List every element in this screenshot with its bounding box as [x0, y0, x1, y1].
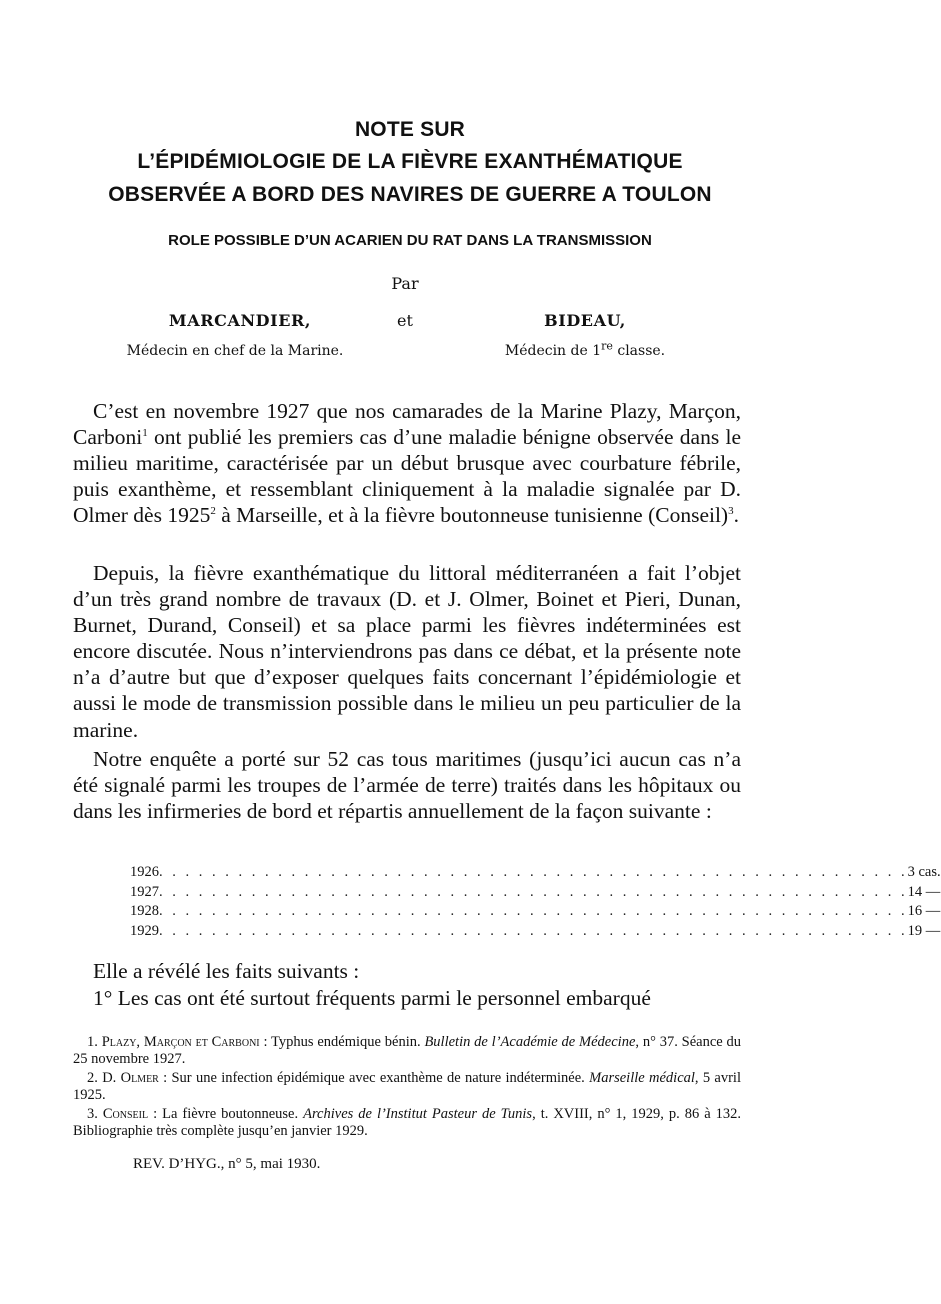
year-cell: 1927: [130, 883, 159, 900]
year-cell: 1926: [130, 864, 159, 880]
footnote-ref-3: 3: [728, 505, 734, 518]
footnote-2: 2. D. Olmer : Sur une infection épidémique avec exanthème de nature indéterminée. Marseille médical, 5 avril 1925.: [73, 1069, 741, 1104]
paragraph-3: Notre enquête a porté sur 52 cas tous maritimes (jusqu’ici aucun cas n’a été signalé parmi les troupes de l’armée de terre) traités dans les hôpitaux ou dans les infirmeries de bord et répartis annuellement de la façon suivante :: [73, 747, 741, 824]
footnote-ref-2: 2: [210, 505, 216, 518]
table-row: [130, 922, 941, 943]
footnote-ref-1: 1: [142, 426, 148, 439]
footnote-1: 1. Plazy, Marçon et Carboni : Typhus endémique bénin. Bulletin de l’Académie de Médecine, n° 37. Séance du 25 novembre 1927.: [73, 1034, 742, 1068]
title-line-2: L’ÉPIDÉMIOLOGIE DE LA FIÈVRE EXANTHÉMATIQUE: [137, 150, 683, 173]
count-cell: 14 —: [907, 883, 941, 900]
leader-dots: . . . . . . . . . . . . . . . . . . . . . . . . . . . . . . . . . . . . . . . . . . . . . . . . . . . . . . . . .: [159, 883, 908, 900]
cases-by-year-table: [130, 864, 941, 942]
leader-dots: . . . . . . . . . . . . . . . . . . . . . . . . . . . . . . . . . . . . . . . . . . . . . . . . . . . . . . . . .: [159, 903, 908, 919]
journal-citation: REV. D’HYG., n° 5, mai 1930.: [133, 1156, 321, 1172]
title-line-3: OBSERVÉE A BORD DES NAVIRES DE GUERRE A TOULON: [108, 183, 712, 206]
title-line-1: NOTE SUR: [354, 118, 466, 141]
author-2-name: BIDEAU,: [544, 311, 626, 330]
paragraph-1: C’est en novembre 1927 que nos camarades de la Marine Plazy, Marçon, Carboni$^1$ ont publié les premiers cas d’une maladie bénigne observée dans le milieu maritime, caractérisée par un début brusque avec courbature fébrile, puis exanthème, et ressemblant cliniquement à la maladie signalée par D. Olmer dès 1925$^2$ à Marseille, et à la fièvre boutonneuse tunisienne (Conseil)$^3$.: [73, 399, 741, 528]
count-cell: 19 —: [907, 922, 941, 939]
subtitle: ROLE POSSIBLE D’UN ACARIEN DU RAT DANS LA TRANSMISSION: [168, 232, 652, 249]
table-row: [130, 883, 941, 904]
paragraph-2: Depuis, la fièvre exanthématique du littoral méditerranéen a fait l’objet d’un très grand nombre de travaux (D. et J. Olmer, Boinet et Pieri, Dunan, Burnet, Durand, Conseil) et sa place parmi les fièvres indéterminées est encore discutée. Nous n’interviendrons pas dans ce débat, et la présente note n’a d’autre but que d’exposer quelques faits concernant l’épidémiologie et aussi le mode de transmission possible dans le milieu un peu particulier de la marine.: [73, 561, 741, 742]
paragraph-4: Elle a révélé les faits suivants :: [93, 959, 360, 983]
author-1-title: Médecin en chef de la Marine.: [126, 343, 344, 359]
leader-dots: . . . . . . . . . . . . . . . . . . . . . . . . . . . . . . . . . . . . . . . . . . . . . . . . . . . . . . . . .: [159, 864, 908, 880]
byline-et: et: [397, 311, 413, 330]
footnotes: [73, 1034, 741, 1141]
count-cell: 16 —: [907, 903, 941, 919]
byline-par: Par: [391, 274, 419, 293]
table-row: [130, 864, 941, 884]
paragraph-5: 1° Les cas ont été surtout fréquents parmi le personnel embarqué: [93, 986, 651, 1010]
author-1-name: MARCANDIER,: [168, 311, 312, 330]
journal-abbrev: REV. D’HYG.: [133, 1156, 221, 1172]
table-row: [130, 903, 941, 923]
count-cell: 3 cas.: [907, 864, 941, 880]
author-2-title: Médecin de 1re classe.: [504, 339, 666, 359]
year-cell: 1929: [130, 922, 159, 939]
leader-dots: . . . . . . . . . . . . . . . . . . . . . . . . . . . . . . . . . . . . . . . . . . . . . . . . . . . . . . . . .: [159, 922, 908, 939]
footnote-3: 3. Conseil : La fièvre boutonneuse. Archives de l’Institut Pasteur de Tunis, t. XVIII, n° 1, 1929, p. 86 à 132. Bibliographie très complète jusqu’en janvier 1929.: [73, 1105, 742, 1140]
year-cell: 1928: [130, 903, 159, 919]
